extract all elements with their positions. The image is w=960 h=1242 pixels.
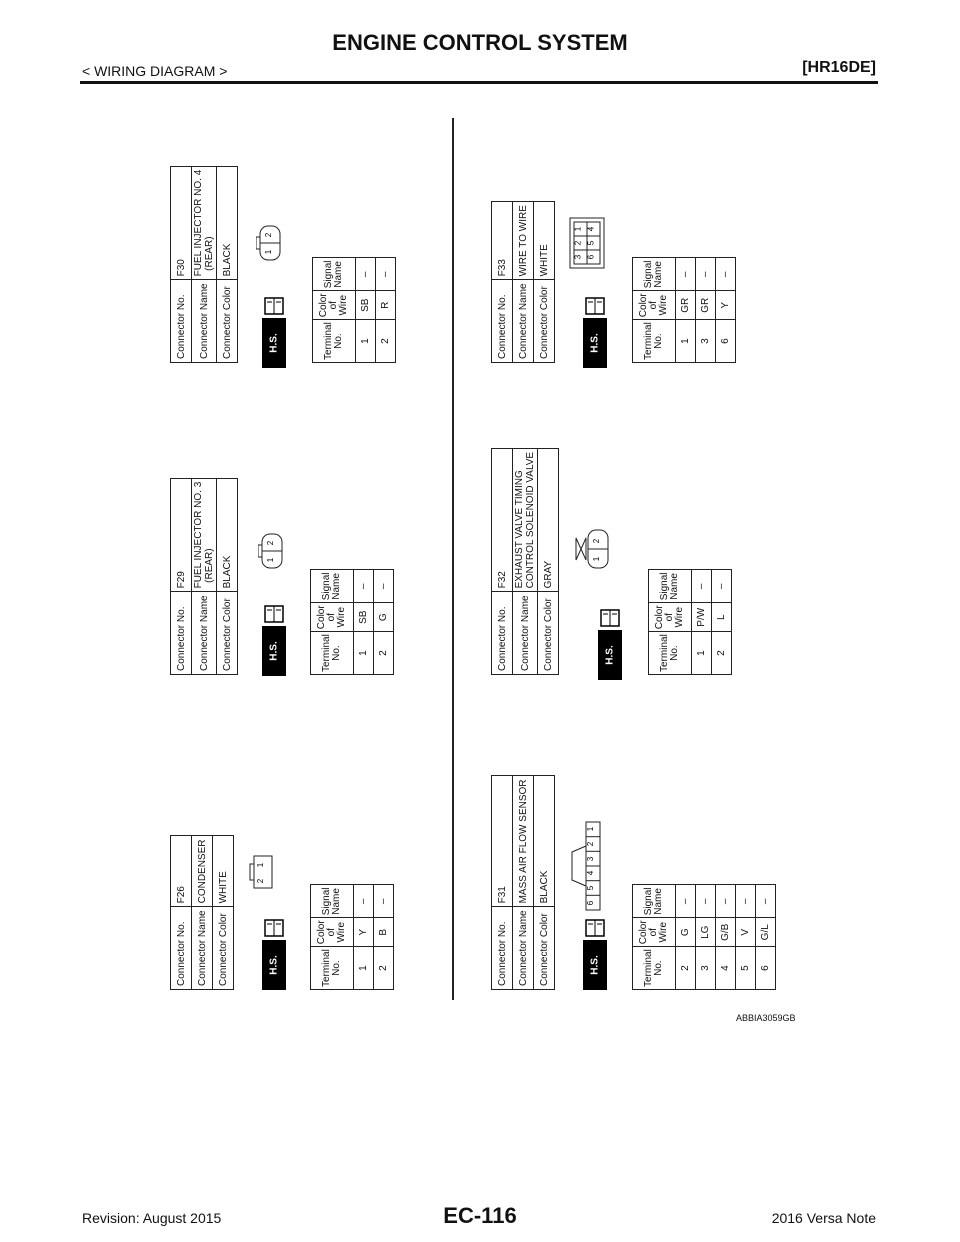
book-icon bbox=[583, 918, 607, 938]
column-divider bbox=[452, 118, 454, 1000]
engine-code: [HR16DE] bbox=[802, 59, 876, 76]
hs-badge-f29: H.S. bbox=[262, 626, 302, 676]
connector-face-f29 bbox=[258, 530, 286, 572]
header-rule bbox=[80, 81, 878, 84]
connector-face-f31 bbox=[566, 818, 606, 914]
connector-face-f30 bbox=[256, 222, 284, 264]
pin-label: 5 bbox=[586, 240, 596, 246]
footer-model: 2016 Versa Note bbox=[771, 1210, 876, 1226]
pin-label: 3 bbox=[573, 254, 583, 260]
pin-label: 4 bbox=[586, 226, 596, 232]
pin-label: 5 bbox=[586, 885, 595, 891]
pin-label: 2 bbox=[264, 232, 273, 238]
book-icon bbox=[262, 296, 286, 316]
pin-label: 1 bbox=[266, 557, 275, 563]
pin-label: 1 bbox=[256, 862, 265, 868]
book-icon bbox=[262, 918, 286, 938]
section-label: < WIRING DIAGRAM > bbox=[82, 63, 228, 79]
pin-label: 3 bbox=[586, 856, 595, 862]
pin-label: 2 bbox=[573, 240, 583, 246]
pin-label: 2 bbox=[592, 538, 601, 544]
pin-label: 1 bbox=[592, 556, 601, 562]
footer-revision: Revision: August 2015 bbox=[82, 1210, 222, 1226]
book-icon bbox=[262, 604, 286, 624]
page-title: ENGINE CONTROL SYSTEM bbox=[332, 30, 628, 55]
figure-code: ABBIA3059GB bbox=[736, 1013, 796, 1023]
connector-face-f33 bbox=[566, 214, 608, 272]
hs-badge-f32: H.S. bbox=[598, 630, 638, 680]
book-icon bbox=[583, 296, 607, 316]
pin-label: 6 bbox=[586, 254, 596, 260]
connector-face-f26 bbox=[248, 852, 278, 892]
hs-badge-f30: H.S. bbox=[262, 318, 302, 368]
hs-badge-f31: H.S. bbox=[583, 940, 623, 990]
hs-badge-f26: H.S. bbox=[262, 940, 302, 990]
connector-face-f32 bbox=[572, 526, 612, 572]
pin-label: 6 bbox=[586, 900, 595, 906]
footer-page-number: EC-116 bbox=[443, 1203, 517, 1228]
pin-label: 2 bbox=[586, 841, 595, 847]
hs-badge-f33: H.S. bbox=[583, 318, 623, 368]
pin-label: 1 bbox=[573, 226, 583, 232]
pin-label: 2 bbox=[256, 878, 265, 884]
pin-label: 1 bbox=[586, 826, 595, 832]
pin-label: 1 bbox=[264, 249, 273, 255]
pin-label: 4 bbox=[586, 870, 595, 876]
pin-label: 2 bbox=[266, 540, 275, 546]
book-icon bbox=[598, 608, 622, 628]
